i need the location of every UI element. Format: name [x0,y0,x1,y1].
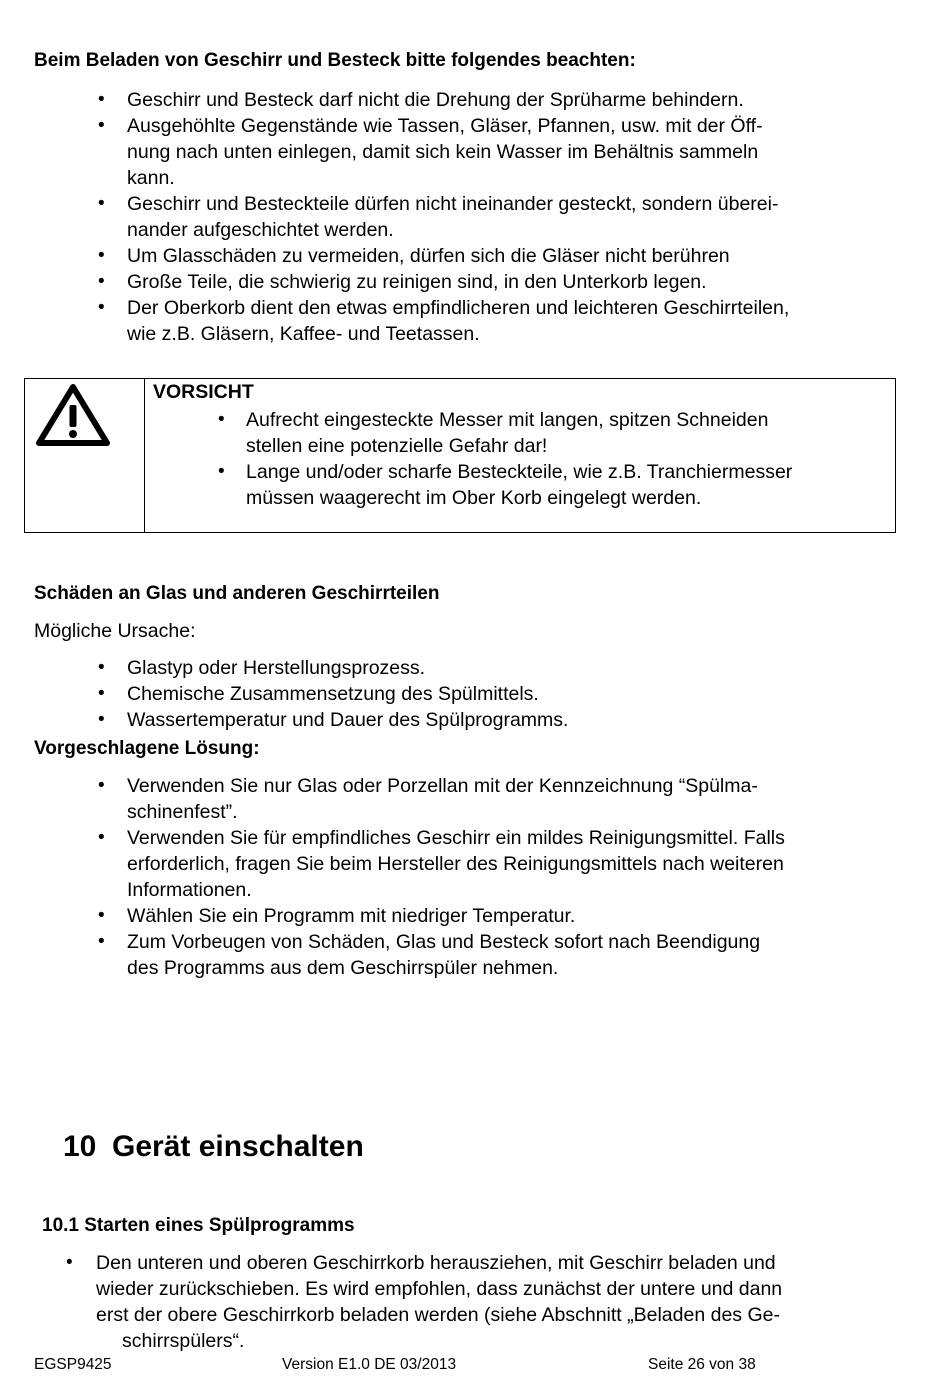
list-item-line: Ausgehöhlte Gegenstände wie Tassen, Gläser, Pfannen, usw. mit der Öff- [127,115,763,137]
list-item-line: Lange und/oder scharfe Besteckteile, wie z.B. Tranchiermesser [246,461,793,483]
list-item [98,655,917,681]
chapter-title: Gerät einschalten [112,1130,364,1163]
list-item [98,243,917,269]
section-heading-loading: Beim Beladen von Geschirr und Besteck bitte folgendes beachten: [34,50,636,71]
list-item [218,407,896,459]
bullet-glyph: • [98,683,105,704]
list-item-line: Wählen Sie ein Programm mit niedriger Temperatur. [127,905,576,927]
list-item-line: Verwenden Sie nur Glas oder Porzellan mit der Kennzeichnung “Spülma- [127,775,758,797]
subsection-list [66,1250,926,1354]
list-item-line: Große Teile, die schwierig zu reinigen sind, in den Unterkorb legen. [127,271,707,293]
list-item-line: nung nach unten einlegen, damit sich kein Wasser im Behältnis sammeln [127,141,759,163]
bullet-glyph: • [98,709,105,730]
list-item-line: nander aufgeschichtet werden. [127,219,394,241]
list-item [98,269,917,295]
bullet-glyph: • [98,271,105,292]
list-item-line: Wassertemperatur und Dauer des Spülprogramms. [127,709,569,731]
bullet-glyph: • [66,1252,73,1273]
list-item-line: Zum Vorbeugen von Schäden, Glas und Besteck sofort nach Beendigung [127,931,761,953]
bullet-glyph: • [98,297,105,318]
list-item-line: Informationen. [127,879,252,901]
list-item [98,773,917,825]
list-item [98,113,917,191]
warning-title: VORSICHT [153,381,254,403]
bullet-glyph: • [98,931,105,952]
bullet-glyph: • [98,193,105,214]
list-item-line: erst der obere Geschirrkorb beladen werden (siehe Abschnitt „Beladen des Ge- [96,1304,780,1326]
list-item-line: stellen eine potenzielle Gefahr dar! [246,435,548,457]
cause-label: Mögliche Ursache: [34,620,196,642]
list-item [98,929,917,981]
bullet-glyph: • [98,245,105,266]
warning-divider [144,379,145,532]
solution-label: Vorgeschlagene Lösung: [34,738,260,759]
footer-version: Version E1.0 DE 03/2013 [282,1356,457,1373]
list-item-line: Verwenden Sie für empfindliches Geschirr ein mildes Reinigungsmittel. Falls [127,827,785,849]
warning-box [24,378,896,533]
footer-page: Seite 26 von 38 [648,1356,756,1373]
list-item [98,295,917,347]
list-item-line: wieder zurückschieben. Es wird empfohlen, dass zunächst der untere und dann [96,1278,783,1300]
list-item-line: Geschirr und Besteckteile dürfen nicht ineinander gesteckt, sondern überei- [127,193,779,215]
list-item [66,1250,926,1354]
warning-triangle-icon [35,383,111,447]
footer-model: EGSP9425 [34,1356,112,1373]
warning-list [218,407,896,511]
list-item-line: Um Glasschäden zu vermeiden, dürfen sich die Gläser nicht berühren [127,245,730,267]
list-item [98,707,917,733]
list-item-line: Den unteren und oberen Geschirrkorb herausziehen, mit Geschirr beladen und [96,1252,776,1274]
list-item-line: Glastyp oder Herstellungsprozess. [127,657,426,679]
list-item [98,825,917,903]
section-heading-damage: Schäden an Glas und anderen Geschirrteilen [34,583,440,604]
list-item [98,681,917,707]
bullet-glyph: • [98,89,105,110]
bullet-glyph: • [98,905,105,926]
list-item-line: Geschirr und Besteck darf nicht die Drehung der Sprüharme behindern. [127,89,744,111]
bullet-glyph: • [98,827,105,848]
list-item-line: schirrspülers“. [122,1330,245,1352]
subsection-heading: 10.1 Starten eines Spülprogramms [42,1215,355,1236]
list-item-line: Chemische Zusammensetzung des Spülmittels. [127,683,539,705]
loading-list [98,87,917,347]
list-item-line: des Programms aus dem Geschirrspüler nehmen. [127,957,559,979]
bullet-glyph: • [98,657,105,678]
bullet-glyph: • [98,775,105,796]
bullet-glyph: • [218,409,225,430]
solution-list [98,773,917,981]
list-item-line: Der Oberkorb dient den etwas empfindlicheren und leichteren Geschirrteilen, [127,297,790,319]
chapter-number: 10 [63,1130,97,1163]
bullet-glyph: • [218,461,225,482]
bullet-glyph: • [98,115,105,136]
cause-list [98,655,917,733]
list-item [98,903,917,929]
list-item [98,87,917,113]
list-item-line: kann. [127,167,175,189]
list-item [98,191,917,243]
list-item-line: erforderlich, fragen Sie beim Hersteller des Reinigungsmittels nach weiteren [127,853,784,875]
list-item-line: wie z.B. Gläsern, Kaffee- und Teetassen. [127,323,480,345]
list-item-line: müssen waagerecht im Ober Korb eingelegt werden. [246,487,702,509]
list-item-line: schinenfest”. [127,801,238,823]
list-item [218,459,896,511]
list-item-line: Aufrecht eingesteckte Messer mit langen, spitzen Schneiden [246,409,769,431]
